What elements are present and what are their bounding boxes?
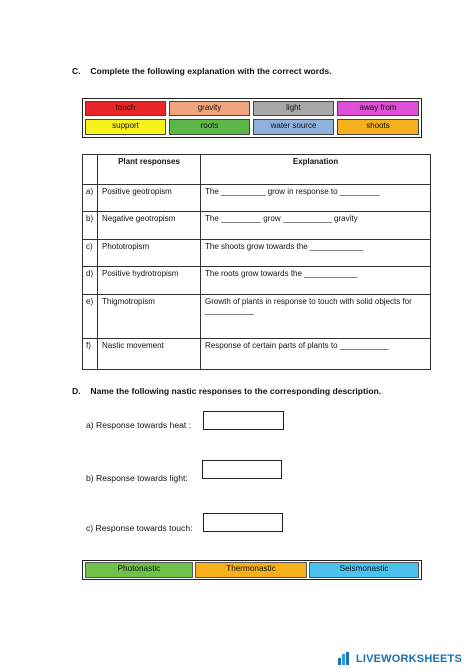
option-seismonastic[interactable] (309, 562, 419, 578)
word-bank-text: water source (270, 121, 317, 130)
word-bank-item-water-source[interactable] (253, 119, 334, 135)
row-explanation[interactable]: Response of certain parts of plants to ___________ (201, 339, 431, 370)
row-explanation[interactable]: The shoots grow towards the ____________ (201, 240, 431, 267)
word-bank-item-away-from[interactable] (337, 101, 419, 116)
section-c-instruction: Complete the following explanation with the correct words. (90, 66, 332, 76)
row-index: f) (83, 339, 98, 370)
row-response: Positive hydrotropism (98, 267, 201, 295)
word-bank-item-support[interactable] (85, 119, 166, 135)
word-bank-item-gravity[interactable] (169, 101, 250, 116)
table-row (83, 212, 431, 240)
row-response: Nastic movement (98, 339, 201, 370)
brand-name: LIVEWORKSHEETS (355, 652, 462, 665)
plant-responses-table (82, 154, 431, 370)
answer-input-heat[interactable] (203, 411, 284, 430)
table-header-explanation: Explanation (201, 155, 431, 185)
row-response: Negative geotropism (98, 212, 201, 240)
option-text: Thermonastic (226, 564, 276, 573)
word-bank-text: gravity (197, 103, 222, 112)
word-bank-item-light[interactable] (253, 101, 334, 116)
row-index: c) (83, 240, 98, 267)
word-bank-text: roots (200, 121, 219, 130)
word-bank-text: support (112, 121, 139, 130)
row-explanation[interactable]: The _________ grow ___________ gravity (201, 212, 431, 240)
word-bank-text: light (286, 103, 301, 112)
section-d-heading (72, 386, 381, 396)
word-bank-text: away from (359, 103, 397, 112)
question-heat: a) Response towards heat : (86, 420, 192, 430)
row-response: Phototropism (98, 240, 201, 267)
option-thermonastic[interactable] (195, 562, 307, 578)
table-row (83, 295, 431, 339)
table-row (83, 185, 431, 212)
row-explanation[interactable]: Growth of plants in response to touch with solid objects for ___________ (201, 295, 431, 339)
answer-input-touch[interactable] (203, 513, 283, 532)
word-bank-text: touch (115, 103, 136, 112)
row-response: Thigmotropism (98, 295, 201, 339)
table-row (83, 339, 431, 370)
section-d-instruction: Name the following nastic responses to the corresponding description. (90, 386, 382, 396)
liveworksheets-logo[interactable] (338, 652, 462, 665)
option-text: Seismonastic (339, 564, 389, 573)
word-bank-item-shoots[interactable] (337, 119, 419, 135)
footer (0, 640, 474, 669)
table-header-row (83, 155, 431, 185)
logo-bars-icon (338, 652, 352, 665)
row-index: e) (83, 295, 98, 339)
table-row (83, 267, 431, 295)
option-photonastic[interactable] (85, 562, 193, 578)
row-index: a) (83, 185, 98, 212)
answer-input-light[interactable] (202, 460, 282, 479)
row-explanation[interactable]: The roots grow towards the ____________ (201, 267, 431, 295)
question-touch: c) Response towards touch: (86, 523, 193, 533)
question-light: b) Response towards light: (86, 473, 188, 483)
word-bank-item-roots[interactable] (169, 119, 250, 135)
section-d-label: D. (72, 386, 81, 396)
row-explanation[interactable]: The __________ grow in response to _________ (201, 185, 431, 212)
table-row (83, 240, 431, 267)
section-c-label: C. (72, 66, 81, 76)
word-bank (82, 98, 422, 138)
section-c-heading (72, 66, 332, 76)
table-header-index (83, 155, 98, 185)
word-bank-item-touch[interactable] (85, 101, 166, 116)
nastic-options-bar (82, 560, 422, 580)
option-text: Photonastic (117, 564, 161, 573)
table-header-plant-responses: Plant responses (98, 155, 201, 185)
row-index: b) (83, 212, 98, 240)
row-response: Positive geotropism (98, 185, 201, 212)
word-bank-text: shoots (366, 121, 390, 130)
row-index: d) (83, 267, 98, 295)
